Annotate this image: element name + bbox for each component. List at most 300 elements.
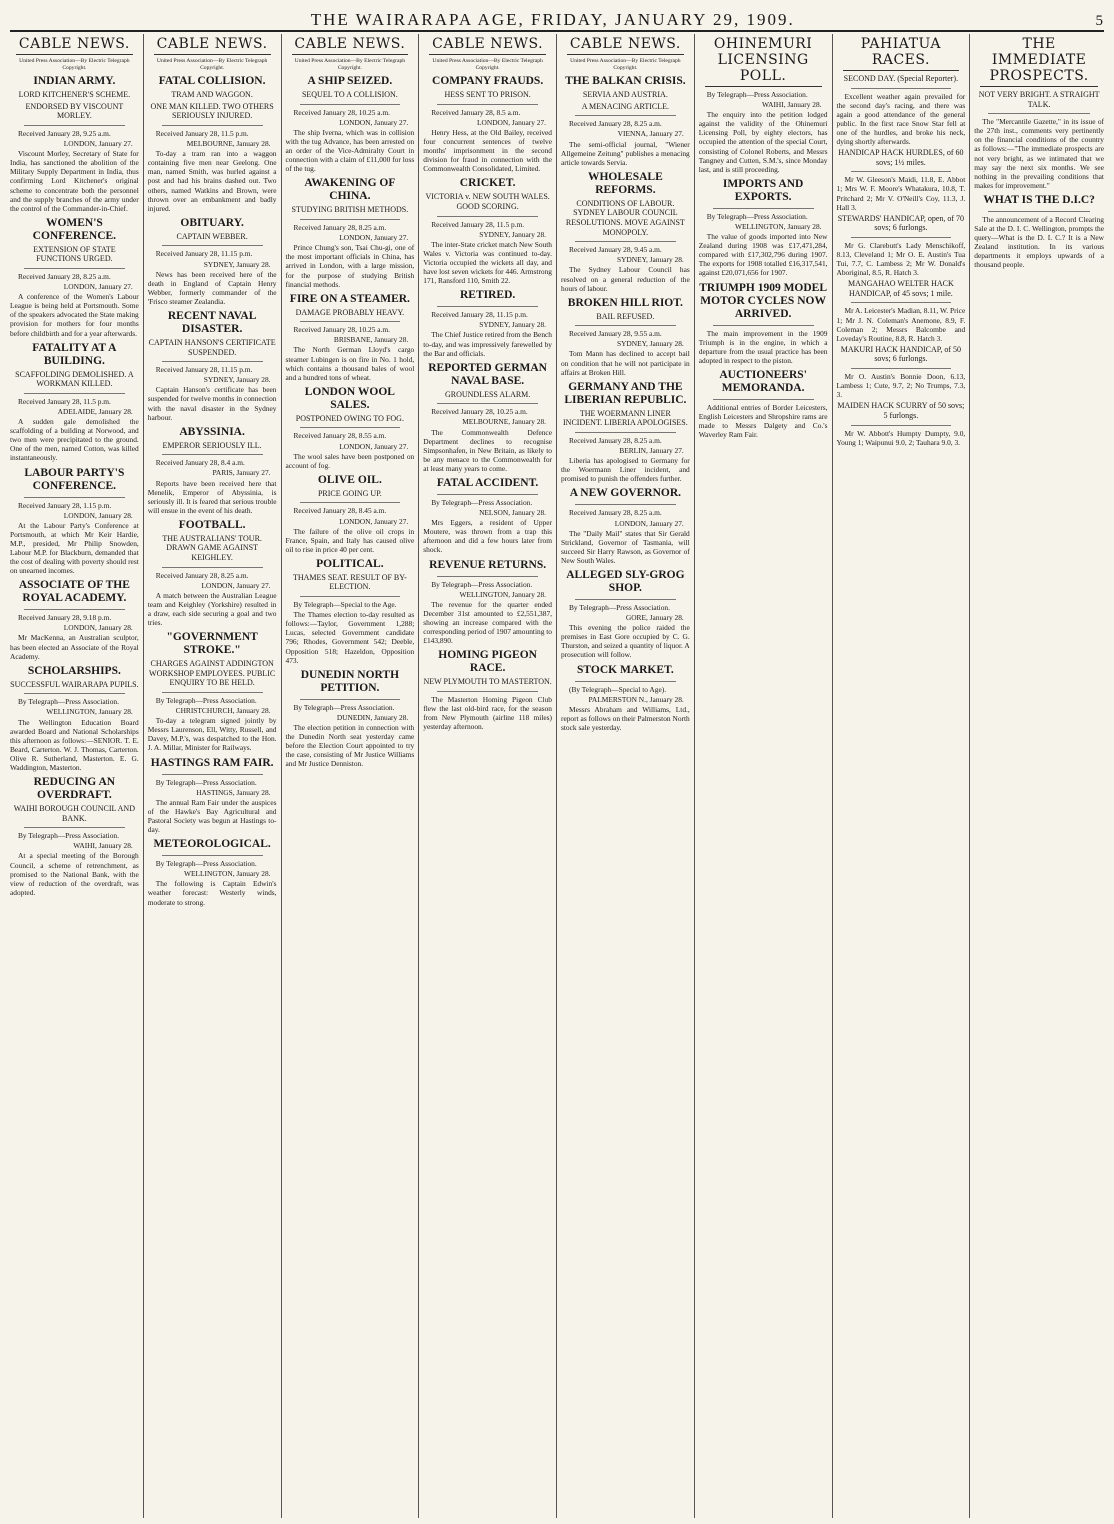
article-body: The Masterton Homing Pigeon Club flew the last old-bird race, for the season from New Plymouth (airline 118 miles) yesterday afternoon. <box>423 694 552 732</box>
article <box>148 519 277 627</box>
section-title: CABLE NEWS. <box>569 36 681 52</box>
headline-rule <box>24 497 125 498</box>
article-headline: HOMING PIGEON RACE. <box>438 649 537 675</box>
article-headline: RETIRED. <box>459 289 516 302</box>
column-6 <box>695 34 833 1518</box>
article-subhead: CAPTAIN WEBBER. <box>176 231 248 241</box>
article-subhead: SCAFFOLDING DEMOLISHED. A WORKMAN KILLED. <box>15 369 134 389</box>
column-1 <box>6 34 144 1518</box>
article <box>286 669 415 769</box>
article <box>837 214 966 278</box>
article-body: The Chief Justice retired from the Bench to-day, and was impressively farewelled by the Bar and officials. <box>423 330 552 358</box>
article <box>561 381 690 484</box>
headline-rule <box>713 399 814 400</box>
place-date: DUNEDIN, January 28. <box>336 712 409 722</box>
dateline: Received January 28, 8.25 a.m. <box>155 570 249 580</box>
headline-rule <box>575 504 676 505</box>
article-subhead: HANDICAP HACK HURDLES, of 60 sovs; 1½ miles. <box>838 148 964 167</box>
news-columns <box>6 34 1108 1518</box>
article-headline: HASTINGS RAM FAIR. <box>150 756 274 769</box>
article-subhead: MANGAHAO WELTER HACK HANDICAP, of 45 sovs; 1 mile. <box>847 279 954 298</box>
article-body: Viscount Morley, Secretary of State for India, has sanctioned the abolition of the Military Supply Department in India, thus confirming Lord Kitchener's original scheme to concentrate both the personnel and the supply branches of the army under the control of the Commander-in-Chief. <box>10 149 139 213</box>
article <box>148 426 277 515</box>
section-title: OHINEMURI LICENSING POLL. <box>713 36 813 84</box>
place-date: GORE, January 28. <box>625 613 684 623</box>
dateline: By Telegraph—Press Association. <box>18 831 119 841</box>
dateline: Received January 28, 8.5 a.m. <box>431 107 521 117</box>
article <box>699 90 828 174</box>
article <box>837 279 966 343</box>
article <box>837 401 966 446</box>
article-body: To-day a tram ran into a waggon containing five men near Geelong. One man, named Smith, was hurled against a post and had his brains dashed out. Two others, named Watkins and Brown, were thrown over an embankment and badly injured. <box>147 149 277 213</box>
article <box>10 776 139 897</box>
article-subhead: VICTORIA v. NEW SOUTH WALES. GOOD SCORING. <box>425 192 550 212</box>
place-date: MELBOURNE, January 28. <box>462 417 546 427</box>
article-body: Mr MacKenna, an Australian sculptor, has been elected an Associate of the Royal Academy. <box>10 633 139 661</box>
place-date: HASTINGS, January 28. <box>196 787 271 797</box>
place-date: WAIHI, January 28. <box>761 100 822 110</box>
article-subhead: STUDYING BRITISH METHODS. <box>291 205 409 215</box>
place-date: BERLIN, January 27. <box>619 446 684 456</box>
column-5 <box>557 34 695 1518</box>
section-rule <box>292 54 409 55</box>
headline-rule <box>437 216 538 217</box>
article <box>423 649 552 731</box>
wire-credit: United Press Association—By Electric Telegraph Copyright. <box>432 58 543 71</box>
article-body: Messrs Abraham and Williams, Ltd., report as follows on their Palmerston North stock sale yesterday. <box>561 704 690 732</box>
article-body: Mr G. Clarebutt's Lady Menschikoff, 8.13, Cleveland 1; Mr O. E. Austin's Tua Tui, 7.7, C. Lambess 2; Mr W. Donald's Aboriginal, 8.5, R. Hatch 3. <box>836 240 966 278</box>
article <box>561 75 690 167</box>
headline-rule <box>24 393 125 394</box>
headline-rule <box>162 774 263 775</box>
place-date: WELLINGTON, January 28. <box>184 869 271 879</box>
column-2 <box>144 34 282 1518</box>
place-date: SYDNEY, January 28. <box>203 259 271 269</box>
headline-rule <box>437 494 538 495</box>
article-body: The following is Captain Edwin's weather forecast: Westerly winds, moderate to strong. <box>147 879 277 907</box>
place-date: BRISBANE, January 28. <box>333 335 409 345</box>
dateline: Received January 28, 11.5 p.m. <box>155 128 249 138</box>
section-rule <box>567 54 684 55</box>
article <box>286 474 415 554</box>
article-body: Mr W. Abbott's Humpty Dumpty, 9.0, Young 1; Waipunui 9.0, 2; Tauhara 9.0, 3. <box>836 428 966 447</box>
article <box>148 217 277 306</box>
article-subhead: A MENACING ARTICLE. <box>581 101 670 111</box>
article-headline: POLITICAL. <box>316 557 384 570</box>
article <box>423 289 552 357</box>
dateline: Received January 28, 11.5 p.m. <box>18 396 111 406</box>
article-headline: FIRE ON A STEAMER. <box>289 292 410 305</box>
article <box>561 297 690 377</box>
place-date: WELLINGTON, January 28. <box>735 221 822 231</box>
article-body: A conference of the Women's Labour League is being held at Portsmouth. Some of the speakers advocated the State making provision for mothers for four months before childbirth and for a year afterwards. <box>10 292 139 338</box>
article <box>699 178 828 278</box>
article-body: Mr A. Leicester's Madian, 8.11, W. Price 1; Mr J. N. Coleman's Anemone, 8.9, F. Coleman 2; Messrs Balcombe and Loveday's Routine, 8.8, R. Hatch 3. <box>836 306 966 343</box>
article <box>10 217 139 338</box>
article <box>974 194 1104 270</box>
headline-rule <box>575 432 676 433</box>
article-subhead: POSTPONED OWING TO FOG. <box>295 413 404 423</box>
article-headline: AWAKENING OF CHINA. <box>304 177 396 203</box>
article-subhead: LORD KITCHENER'S SCHEME. <box>18 90 131 100</box>
article-body: Tom Mann has declined to accept bail on condition that he will not participate in affairs at Broken Hill. <box>561 349 690 377</box>
article-body: At a special meeting of the Borough Council, a scheme of retrenchment, as promised to the National Bank, with the view of reduction of the overdraft, was adopted. <box>10 851 139 897</box>
headline-rule <box>437 104 538 105</box>
article <box>837 148 966 212</box>
article-headline: REPORTED GERMAN NAVAL BASE. <box>428 361 547 387</box>
article-headline: REVENUE RETURNS. <box>429 558 547 571</box>
headline-rule <box>575 115 676 116</box>
article-headline: ABYSSINIA. <box>179 425 245 438</box>
article-body: The North German Lloyd's cargo steamer Lubingen is on fire in No. 1 hold, which contains a thousand bales of wool and a hundred tons of wheat. <box>285 345 415 382</box>
headline-rule <box>851 88 952 89</box>
article-body: The "Daily Mail" states that Sir Gerald Strickland, Governor of Tasmania, will succeed Sir Harry Rawson, as Governor of New South Wales. <box>561 528 690 565</box>
article <box>286 75 415 173</box>
headline-rule <box>162 454 263 455</box>
article-headline: OLIVE OIL. <box>317 473 382 486</box>
dateline: Received January 28, 9.25 a.m. <box>18 128 111 138</box>
section-title: CABLE NEWS. <box>18 36 130 52</box>
section-rule <box>16 54 133 55</box>
dateline: By Telegraph—Press Association. <box>155 696 257 705</box>
article-subhead: SUCCESSFUL WAIRARAPA PUPILS. <box>10 679 139 689</box>
headline-rule <box>851 171 952 172</box>
place-date: LONDON, January 27. <box>339 117 409 127</box>
article-subhead: THAMES SEAT. RESULT OF BY-ELECTION. <box>292 572 407 592</box>
wire-credit: United Press Association—By Electric Telegraph Copyright. <box>156 58 268 71</box>
headline-rule <box>988 113 1090 114</box>
article-body: The Commonwealth Defence Department declines to recognise Simpsonhafen, in New Britain, as likely to be any menace to the Commonwealth for at least many years to come. <box>423 427 552 473</box>
section-title: THE IMMEDIATE PROSPECTS. <box>989 36 1089 84</box>
article-headline: FATAL ACCIDENT. <box>436 477 539 489</box>
article-body: Additional entries of Border Leicesters, English Leicesters and Shropshire rams are made to Messrs Dalgety and Co.'s Waverley Ram Fair. <box>698 402 828 440</box>
article <box>148 631 277 752</box>
section-title: PAHIATUA RACES. <box>860 36 941 68</box>
place-date: LONDON, January 27. <box>339 441 409 451</box>
dateline: (By Telegraph—Special to Age). <box>569 684 667 694</box>
article <box>148 838 277 906</box>
place-date: NELSON, January 28. <box>479 508 546 518</box>
article-subhead: HESS SENT TO PRISON. <box>444 90 531 100</box>
place-date: PALMERSTON N., January 28. <box>588 694 684 704</box>
place-date: PARIS, January 27. <box>212 468 271 478</box>
article-subhead: WAIHI BOROUGH COUNCIL AND BANK. <box>13 804 135 823</box>
article <box>148 75 277 213</box>
article-headline: ASSOCIATE OF THE ROYAL ACADEMY. <box>18 579 130 605</box>
dateline: By Telegraph—Press Association. <box>431 498 533 507</box>
section-title: CABLE NEWS. <box>156 36 268 52</box>
article-subhead: THE WOERMANN LINER INCIDENT. LIBERIA APOLOGISES. <box>563 408 688 428</box>
dateline: Received January 28, 10.25 a.m. <box>293 107 390 117</box>
place-date: SYDNEY, January 28. <box>616 339 684 349</box>
headline-rule <box>437 306 538 307</box>
dateline: By Telegraph—Special to the Age. <box>293 600 397 610</box>
article-headline: AUCTIONEERS' MEMORANDA. <box>719 368 807 394</box>
article-body: The semi-official journal, "Wiener Allgemeine Zeitung" publishes a menacing article towards Servia. <box>561 139 690 167</box>
headline-rule <box>851 237 952 238</box>
headline-rule <box>300 502 401 503</box>
article <box>974 90 1104 190</box>
article-subhead: GROUNDLESS ALARM. <box>444 389 531 399</box>
wire-credit: United Press Association—By Electric Telegraph Copyright. <box>294 58 406 71</box>
headline-rule <box>575 681 676 682</box>
article-headline: ALLEGED SLY-GROG SHOP. <box>566 568 685 594</box>
article-subhead: NOT VERY BRIGHT. A STRAIGHT TALK. <box>978 90 1100 109</box>
article <box>837 74 966 146</box>
headline-rule <box>300 219 401 220</box>
article-subhead: PRICE GOING UP. <box>317 488 382 498</box>
dateline: Received January 28, 8.55 a.m. <box>293 431 387 441</box>
dateline: Received January 28, 8.25 a.m. <box>569 435 662 445</box>
headline-rule <box>851 302 952 303</box>
place-date: LONDON, January 28. <box>63 623 133 633</box>
article-headline: TRIUMPH 1909 MODEL MOTOR CYCLES NOW ARRIVED. <box>699 281 828 320</box>
article-subhead: SEQUEL TO A COLLISION. <box>301 90 398 100</box>
place-date: SYDNEY, January 28. <box>479 229 546 239</box>
headline-rule <box>162 692 263 693</box>
headline-rule <box>162 855 263 856</box>
dateline: Received January 28, 8.25 a.m. <box>18 272 111 281</box>
page-number: 5 <box>1095 13 1104 29</box>
article-headline: OBITUARY. <box>180 216 244 229</box>
article-headline: INDIAN ARMY. <box>33 75 116 88</box>
article <box>10 75 139 213</box>
dateline: By Telegraph—Press Association. <box>569 602 670 612</box>
section-title: CABLE NEWS. <box>432 36 544 52</box>
headline-rule <box>300 104 401 105</box>
place-date: LONDON, January 27. <box>201 580 271 590</box>
dateline: Received January 28, 11.5 p.m. <box>431 219 525 229</box>
article-headline: A SHIP SEIZED. <box>307 75 393 88</box>
article-headline: RECENT NAVAL DISASTER. <box>167 309 257 335</box>
article-body: Captain Hanson's certificate has been suspended for twelve months in connection with the naval disaster in the Sydney harbour. <box>147 385 277 422</box>
place-date: ADELAIDE, January 28. <box>57 406 133 416</box>
headline-rule <box>988 211 1090 212</box>
dateline: Received January 28, 10.25 a.m. <box>293 325 390 335</box>
article-body: The election petition in connection with the Dunedin North seat yesterday came before the Election Court appointed to try the case, consisting of Mr Justice Williams and Mr Justice Denniston. <box>285 722 415 769</box>
article-subhead: ONE MAN KILLED. TWO OTHERS SERIOUSLY INJURED. <box>150 101 274 121</box>
article-headline: FATALITY AT A BUILDING. <box>32 341 117 367</box>
article <box>423 559 552 646</box>
dateline: Received January 28, 8.25 a.m. <box>569 508 662 518</box>
article-body: Mr O. Austin's Bonnie Doon, 6.13, Lambess 1; Cute, 9.7, 2; No Trumps, 7.3, 3. <box>836 372 966 400</box>
article <box>286 386 415 470</box>
section-rule <box>843 70 960 71</box>
headline-rule <box>713 325 814 326</box>
place-date: LONDON, January 28. <box>63 510 133 520</box>
place-date: WELLINGTON, January 28. <box>459 589 546 599</box>
article <box>561 664 690 732</box>
article-body: Excellent weather again prevailed for the second day's racing, and there was again a good attendance of the general public. In the first race Snow Star fell at one of the hurdles, and broke his neck, dying shortly afterwards. <box>836 91 966 147</box>
dateline: Received January 28, 9.45 a.m. <box>569 245 662 255</box>
article-headline: WHOLESALE REFORMS. <box>587 170 663 196</box>
article-body: The "Mercantile Gazette," in its issue of the 27th inst., comments very pertinently on the financial conditions of the country as follows:—"The immediate prospects are not very bright, as we intimated that we may say the next six months. We see nothing in the prevailing conditions that makes for improvement." <box>974 117 1104 190</box>
article-subhead: SERVIA AND AUSTRIA. <box>582 90 668 100</box>
wire-credit: United Press Association—By Electric Telegraph Copyright. <box>570 58 681 71</box>
article-body: The annual Ram Fair under the auspices of the Hawke's Bay Agricultural and Pastoral Society was begun at Hastings to-day. <box>147 797 277 835</box>
article-body: To-day a telegram signed jointly by Messrs Laurenson, Ell, Witty, Russell, and Davey, M.P.'s, was despatched to the Hon. J. A. Millar, Minister for Railways. <box>147 716 277 753</box>
place-date: LONDON, January 27. <box>63 282 133 292</box>
headline-rule <box>851 368 952 369</box>
article-subhead: EMPEROR SERIOUSLY ILL. <box>162 440 262 450</box>
dateline: By Telegraph—Press Association. <box>155 777 257 787</box>
headline-rule <box>162 361 263 362</box>
place-date: LONDON, January 27. <box>614 518 684 528</box>
article <box>837 345 966 399</box>
place-date: LONDON, January 27. <box>63 139 133 149</box>
dateline: Received January 28, 11.15 p.m. <box>431 310 528 320</box>
place-date: SYDNEY, January 28. <box>616 255 684 265</box>
article-body: Reports have been received here that Menelik, Emperor of Abyssinia, is seriously ill. It is feared that serious trouble will ensue in the event of his death. <box>147 478 277 515</box>
article-body: The main improvement in the 1909 Triumph is in the engine, in which a departure from the usual practice has been adopted in respect to the piston. <box>698 328 828 365</box>
article-subhead: CAPTAIN HANSON'S CERTIFICATE SUSPENDED. <box>148 337 276 357</box>
dateline: Received January 28, 1.15 p.m. <box>18 500 112 510</box>
headline-rule <box>575 325 676 326</box>
article <box>423 362 552 473</box>
dateline: By Telegraph—Press Association. <box>18 697 119 707</box>
headline-rule <box>24 827 125 828</box>
article-body: The value of goods imported into New Zealand during 1908 was £17,471,284, compared with £17,302,796 during 1907. The exports for 1908 totalled £16,317,541, against £20,071,656 for 1907. <box>698 232 828 278</box>
headline-rule <box>162 245 263 246</box>
article-headline: BROKEN HILL RIOT. <box>567 296 683 309</box>
section-rule <box>705 86 822 87</box>
dateline: By Telegraph—Press Association. <box>155 859 257 869</box>
article-subhead: TRAM AND WAGGON. <box>171 90 253 100</box>
headline-rule <box>162 125 263 126</box>
article-headline: "GOVERNMENT STROKE." <box>166 631 258 657</box>
place-date: WELLINGTON, January 28. <box>46 707 133 717</box>
place-date: SYDNEY, January 28. <box>203 375 271 385</box>
article-body: Mr W. Gleeson's Maidi, 11.8, E. Abbot 1; Mrs W. F. Moore's Whatakura, 10.8, T. Pritchard 2; Mr V. O'Neill's Coy, 11.3, J. Hall 3. <box>836 175 966 212</box>
article-subhead: ENDORSED BY VISCOUNT MORLEY. <box>25 101 124 121</box>
article-body: News has been received here of the death in England of Captain Henry Webber, formerly commander of the 'Frisco steamer Zealandia. <box>147 269 277 306</box>
column-4 <box>419 34 557 1518</box>
article-headline: COMPANY FRAUDS. <box>432 75 544 88</box>
dateline: Received January 28, 8.4 a.m. <box>155 458 245 468</box>
article <box>286 558 415 665</box>
headline-rule <box>437 403 538 404</box>
article-headline: STOCK MARKET. <box>577 663 674 676</box>
section-title: CABLE NEWS. <box>294 36 406 52</box>
article <box>148 757 277 835</box>
headline-rule <box>300 321 401 322</box>
article <box>286 177 415 288</box>
article <box>423 75 552 173</box>
article-subhead: NEW PLYMOUTH TO MASTERTON. <box>423 677 552 687</box>
headline-rule <box>24 609 125 610</box>
article-subhead: STEWARDS' HANDICAP, open, of 70 sovs; 6 furlongs. <box>837 213 965 233</box>
dateline: Received January 28, 8.25 a.m. <box>569 119 662 129</box>
article-headline: GERMANY AND THE LIBERIAN REPUBLIC. <box>564 380 687 406</box>
article-body: The Thames election to-day resulted as follows:—Taylor, Government 1,288; Lucas, selected Government candidate 796; Rhodes, Government 542; Deeble, Opposition 518; Hazeldon, Opposition 473. <box>285 610 415 665</box>
article-subhead: SECOND DAY. (Special Reporter). <box>843 74 959 83</box>
article-headline: SCHOLARSHIPS. <box>27 664 121 677</box>
article-subhead: MAIDEN HACK SCURRY of 50 sovs; 5 furlongs. <box>837 401 965 420</box>
place-date: LONDON, January 27. <box>339 516 409 526</box>
headline-rule <box>300 699 401 700</box>
article-headline: FOOTBALL. <box>178 518 246 531</box>
article-body: Prince Chung's son, Tsai Chu-gi, one of the most important officials in China, has arrived in London, with a large mission, for the purpose of studying British financial methods. <box>285 243 415 289</box>
newspaper-title: THE WAIRARAPA AGE, FRIDAY, JANUARY 29, 1909. <box>310 10 795 29</box>
article <box>148 310 277 422</box>
article <box>423 477 552 555</box>
article-body: The enquiry into the petition lodged against the validity of the Ohinemuri Licensing Poll, by eighty electors, has occupied the attention of the special Court, consisting of Colonel Roberts, and Messrs Tangney and Cutten, S.M.'s, since Monday last, and is still proceeding. <box>698 110 828 174</box>
column-8 <box>970 34 1108 1518</box>
dateline: Received January 28, 8.45 a.m. <box>293 506 387 516</box>
article-body: The inter-State cricket match New South Wales v. Victoria was continued to-day. Victoria occupied the wickets all day, and have lost seven wickets for 446. Armstrong 171, Ransford 110, Smith 22. <box>423 239 552 286</box>
article-body: This evening the police raided the premises in East Gore occupied by C. G. Thurston, and seized a quantity of liquor. A prosecution will follow. <box>561 623 690 660</box>
dateline: By Telegraph—Press Association. <box>706 211 808 221</box>
article-subhead: EXTENSION OF STATE FUNCTIONS URGED. <box>33 244 116 264</box>
article <box>423 177 552 285</box>
article-subhead: BAIL REFUSED. <box>596 311 655 321</box>
headline-rule <box>575 599 676 600</box>
column-7 <box>833 34 971 1518</box>
article-headline: A NEW GOVERNOR. <box>569 487 682 500</box>
article-body: A match between the Australian League team and Keighley (Yorkshire) resulted in a draw, each side securing a goal and two tries. <box>147 590 277 628</box>
article <box>10 342 139 463</box>
dateline: Received January 28, 10.25 a.m. <box>431 407 528 417</box>
dateline: Received January 28, 9.55 a.m. <box>569 329 662 339</box>
place-date: VIENNA, January 27. <box>617 129 684 139</box>
dateline: By Telegraph—Press Association. <box>431 579 533 589</box>
dateline: By Telegraph—Press Association. <box>706 90 808 99</box>
article-headline: METEOROLOGICAL. <box>153 838 271 851</box>
article-headline: LABOUR PARTY'S CONFERENCE. <box>24 466 125 492</box>
article-headline: FATAL COLLISION. <box>158 75 266 88</box>
wire-credit: United Press Association—By Electric Telegraph Copyright. <box>19 58 130 71</box>
place-date: WAIHI, January 28. <box>73 841 133 851</box>
article-headline: IMPORTS AND EXPORTS. <box>722 177 804 203</box>
headline-rule <box>162 567 263 568</box>
column-3 <box>282 34 420 1518</box>
article-subhead: CONDITIONS OF LABOUR. SYDNEY LABOUR COUNCIL RESOLUTIONS. MOVE AGAINST MONOPOLY. <box>565 198 685 237</box>
article-body: The ship Iverna, which was in collision with the tug Advance, has been arrested on an order of the Vice-Admiralty Court in connection with a claim of £11,000 for loss of the tug. <box>285 127 415 174</box>
article-body: The wool sales have been postponed on account of fog. <box>285 451 415 470</box>
article-body: A sudden gale demolished the scaffolding of a building at Norwood, and two men were precipitated to the ground. One of the men, named Cotton, was killed instantaneously. <box>10 417 139 463</box>
headline-rule <box>300 427 401 428</box>
headline-rule <box>24 125 125 126</box>
article-subhead: MAKURI HACK HANDICAP, of 50 sovs; 6 furlongs. <box>840 344 961 364</box>
article-body: The failure of the olive oil crops in France, Spain, and Italy has caused olive oil to rise in price 40 per cent. <box>285 526 415 554</box>
place-date: LONDON, January 27. <box>477 117 546 127</box>
article-body: Liberia has apologised to Germany for the Woermann Liner incident, and promised to punish the offenders further. <box>561 456 690 484</box>
article <box>561 569 690 660</box>
place-date: LONDON, January 27. <box>339 233 409 243</box>
place-date: MELBOURNE, January 28. <box>186 139 271 149</box>
article <box>561 487 690 565</box>
article-body: At the Labour Party's Conference at Portsmouth, at which Mr Keir Hardie, M.P., presided, Mr Philip Snowden, Labour M.P. for Blackburn, demanded that the cost of dealing with poverty should rest on unearned incomes. <box>10 520 139 576</box>
article <box>699 282 828 365</box>
dateline: Received January 28, 9.18 p.m. <box>18 613 112 623</box>
article-subhead: CHARGES AGAINST ADDINGTON WORKSHOP EMPLOYEES. PUBLIC ENQUIRY TO BE HELD. <box>149 659 276 688</box>
article <box>699 369 828 439</box>
headline-rule <box>24 693 125 694</box>
article-subhead: THE AUSTRALIANS' TOUR. DRAWN GAME AGAINST KEIGHLEY. <box>162 533 262 563</box>
article <box>10 467 139 576</box>
section-rule <box>429 54 546 55</box>
article-headline: DUNEDIN NORTH PETITION. <box>300 668 400 694</box>
headline-rule <box>575 241 676 242</box>
headline-rule <box>437 691 538 692</box>
headline-rule <box>437 576 538 577</box>
article-headline: CRICKET. <box>459 177 516 190</box>
headline-rule <box>713 208 814 209</box>
section-rule <box>154 54 271 55</box>
article-body: The Sydney Labour Council has resolved on a general reduction of the hours of labour. <box>561 265 690 293</box>
article-body: The Wellington Education Board awarded Board and National Scholarships this afternoon as follows:—SENIOR. T. E. Beard, Carterton. W. J. Thomas, Carterton. Olive R. Sutherland, Masterton. E. G. Waddington, Masterton. <box>10 717 139 772</box>
article <box>10 579 139 660</box>
